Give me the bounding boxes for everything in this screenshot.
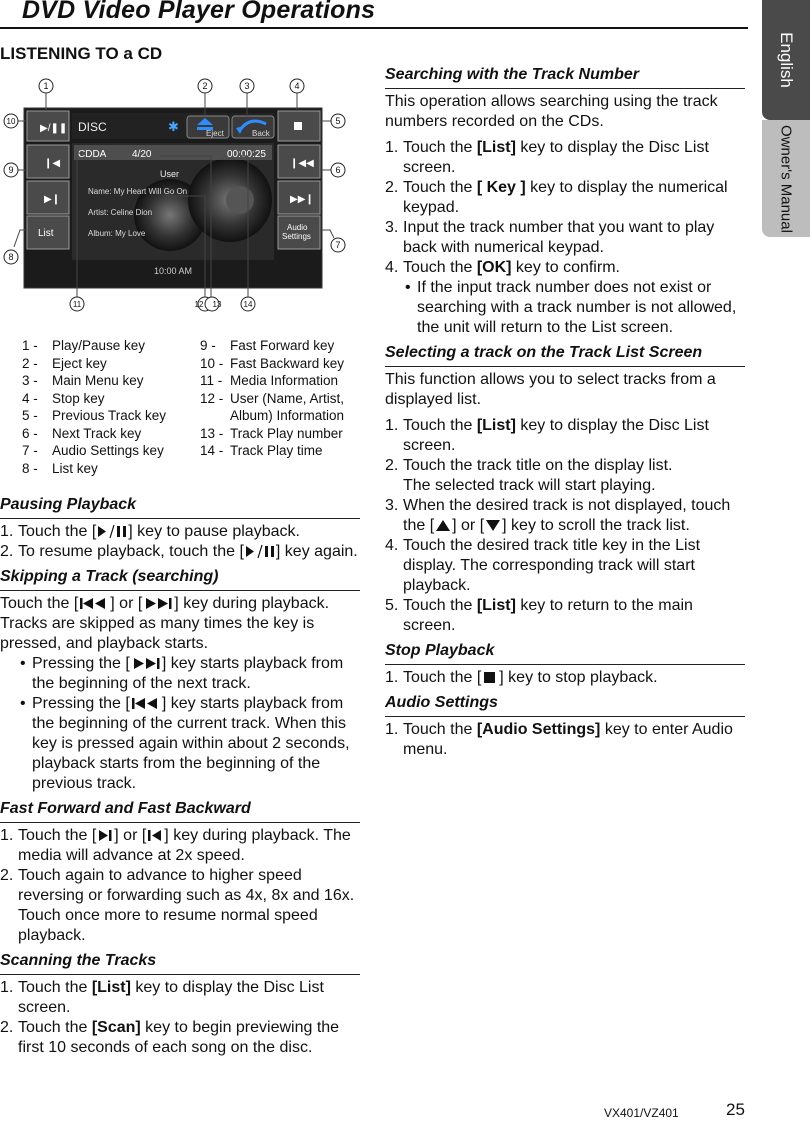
svg-text:Eject: Eject bbox=[206, 129, 224, 138]
searching-steps bbox=[385, 138, 745, 278]
previous-track-icon bbox=[130, 696, 162, 711]
cd-screen-diagram bbox=[0, 72, 365, 317]
selecting-steps bbox=[385, 416, 745, 636]
legend-row: 14 - Track Play time bbox=[200, 443, 323, 458]
track-time: 00:00:25 bbox=[227, 149, 266, 160]
callout-7: 7 bbox=[335, 240, 341, 250]
callout-8: 8 bbox=[8, 252, 14, 262]
right-column: Searching with the Track Number This operation allows searching using the track numbers recorded on the CDs. 1. Touch the [List] key to display the Disc List screen. 2. Touch the [ Key ] key to display the numerical keypad. 3. Input the track number that you want to play back with numerical keypad. 4. Touch the [OK] key to confirm. • If the input track number does not exist or searching with a track number is not allowed, the unit will return to the List screen. Selecting a track on the Track List Screen This function allows you to select tracks from a displayed list. 1. Touch the [List] key to display the Disc List screen. 2. Touch the track title on the display list. The selected track will start playing. 3. When the desired track is not displayed, touch the [ ] or [ ] key to scroll the track list. 4. Touch the desired track title key in the List display. The corresponding track will start playback. 5. Touch the [List] key to return to the main screen. Stop Playback 1. Touch the [ ] key to stop playback. Audio Settings 1. Touch the [Audio Settings] key to enter Audio menu. bbox=[385, 66, 745, 760]
tab-owners-manual[interactable]: Owner's Manual bbox=[762, 120, 810, 237]
legend-row: 7 - Audio Settings key bbox=[22, 443, 164, 458]
selecting-heading: Selecting a track on the Track List Screen bbox=[385, 344, 745, 367]
list-item: 1. Touch the [ ] key to pause playback. bbox=[0, 523, 300, 540]
list-item: 1. Touch the [ ] key to stop playback. bbox=[385, 669, 658, 686]
track-number: 4/20 bbox=[132, 149, 152, 160]
list-item: 4. Touch the [OK] key to confirm. bbox=[385, 259, 620, 276]
legend-row: 3 - Main Menu key bbox=[22, 373, 144, 388]
list-item: • If the input track number does not exist or searching with a track number is not allowed, the unit will return to the List screen. bbox=[405, 279, 737, 336]
legend-row: 9 - Fast Forward key bbox=[200, 338, 335, 353]
fast-backward-icon bbox=[146, 828, 164, 843]
pausing-heading: Pausing Playback bbox=[0, 496, 360, 519]
scanning-steps bbox=[0, 978, 360, 1058]
audio-heading: Audio Settings bbox=[385, 694, 745, 717]
audio-steps bbox=[385, 720, 745, 760]
callout-5: 5 bbox=[335, 116, 341, 126]
list-item: 4. Touch the desired track title key in the List display. The corresponding track will start playback. bbox=[385, 537, 701, 594]
legend-row: 1 - Play/Pause key bbox=[22, 338, 146, 353]
artist-line: Artist: Celine Dion bbox=[88, 208, 153, 217]
legend-row: 11 - Media Information bbox=[200, 373, 339, 388]
list-item: 2. Touch the track title on the display list. The selected track will start playing. bbox=[385, 457, 673, 494]
list-item: 1. Touch the [ ] or [ ] key during playback. The media will advance at 2x speed. bbox=[0, 827, 351, 864]
section-title: LISTENING TO a CD bbox=[0, 44, 163, 63]
list-item: 3. Input the track number that you want to play back with numerical keypad. bbox=[385, 219, 715, 256]
callout-6: 6 bbox=[335, 165, 341, 175]
skipping-heading: Skipping a Track (searching) bbox=[0, 568, 360, 591]
svg-text:Back: Back bbox=[252, 129, 270, 138]
svg-text:List: List bbox=[38, 228, 54, 239]
legend-row: 13 - Track Play number bbox=[200, 425, 343, 441]
tab-english[interactable]: English bbox=[762, 0, 810, 120]
left-column: Pausing Playback 1. Touch the [ ] key to pause playback. 2. To resume playback, touch the [ ] key again. Skipping a Track (searching) Touch the [ ] or [ ] key during playback. Tracks are skipped as many times the key is pressed, and playback starts. • Pressing the [ ] key starts playback from the beginning of the next track. • Pressing the [ ] key starts playback from the beginning of the current track. When this key is pressed again within about 2 seconds, playback starts from the beginning of the previous track. Fast Forward and Fast Backward 1. Touch the [ ] or [ ] key during playback. The media will advance at 2x speed. 2. Touch again to advance to higher speed reversing or forwarding such as 4x, 8x and 16x. Touch once more to resume normal speed playback. Scanning the Tracks 1. Touch the [List] key to display the Disc List screen. 2. Touch the [Scan] key to begin previewing the first 10 seconds of each song on the disc. bbox=[0, 496, 360, 1058]
legend-row: 10 - Fast Backward key bbox=[200, 355, 345, 371]
list-item: 1. Touch the [List] key to display the Disc List screen. bbox=[385, 139, 709, 176]
callout-2: 2 bbox=[202, 81, 208, 91]
svg-text:❙◀◀: ❙◀◀ bbox=[290, 158, 314, 169]
svg-text:▶▶❙: ▶▶❙ bbox=[290, 194, 314, 205]
legend-row: 12 - User (Name, Artist, bbox=[200, 390, 345, 406]
page-number: 25 bbox=[726, 1100, 745, 1119]
svg-text:Settings: Settings bbox=[282, 232, 311, 241]
list-item: 1. Touch the [List] key to display the Disc List screen. bbox=[385, 417, 709, 454]
scanning-heading: Scanning the Tracks bbox=[0, 952, 360, 975]
svg-text:▶/❚❚: ▶/❚❚ bbox=[40, 123, 68, 134]
list-item: 1. Touch the [List] key to display the Disc List screen. bbox=[0, 979, 324, 1016]
play-pause-icon bbox=[244, 544, 276, 559]
pausing-steps bbox=[0, 522, 360, 562]
searching-heading: Searching with the Track Number bbox=[385, 66, 745, 89]
list-item: 3. When the desired track is not displayed, touch the [ ] or [ ] key to scroll the track list. bbox=[385, 497, 731, 534]
callout-4: 4 bbox=[294, 81, 300, 91]
footer-model: VX401/VZ401 bbox=[604, 1106, 679, 1120]
user-label: User bbox=[160, 169, 180, 179]
callout-1: 1 bbox=[43, 81, 49, 91]
svg-text:Audio: Audio bbox=[287, 223, 308, 232]
previous-track-icon bbox=[78, 596, 110, 611]
list-item: 2. Touch the [Scan] key to begin previewing the first 10 seconds of each song on the disc. bbox=[0, 1019, 340, 1056]
svg-text:❙◀: ❙◀ bbox=[44, 158, 61, 169]
page-title: DVD Video Player Operations bbox=[22, 0, 376, 24]
svg-text:▶❙: ▶❙ bbox=[44, 194, 61, 205]
legend-row: 6 - Next Track key bbox=[22, 425, 142, 441]
list-item: • Pressing the [ ] key starts playback from the beginning of the next track. bbox=[20, 655, 344, 692]
ffwd-steps bbox=[0, 826, 360, 946]
callout-9: 9 bbox=[8, 165, 14, 175]
list-item: 1. Touch the [Audio Settings] key to enter Audio menu. bbox=[385, 721, 733, 758]
legend-row: Album) Information bbox=[230, 408, 345, 423]
stop-steps bbox=[385, 668, 745, 688]
title-rule bbox=[0, 27, 748, 29]
clock: 10:00 AM bbox=[154, 266, 193, 276]
stop-icon bbox=[481, 670, 499, 685]
callout-13: 13 bbox=[212, 300, 222, 309]
list-item: 2. Touch again to advance to higher speed reversing or forwarding such as 4x, 8x and 16x. Touch once more to resume normal speed playback. bbox=[0, 867, 355, 944]
legend-row: 8 - List key bbox=[22, 460, 98, 476]
up-arrow-icon bbox=[434, 518, 452, 533]
album-line: Album: My Love bbox=[88, 229, 146, 238]
callout-11: 11 bbox=[72, 300, 82, 309]
stop-heading: Stop Playback bbox=[385, 642, 745, 665]
legend-row: 2 - Eject key bbox=[22, 355, 107, 371]
ffwd-heading: Fast Forward and Fast Backward bbox=[0, 800, 360, 823]
down-arrow-icon bbox=[484, 518, 502, 533]
callout-14: 14 bbox=[243, 300, 253, 309]
callout-10: 10 bbox=[6, 117, 16, 126]
legend-row: 4 - Stop key bbox=[22, 390, 105, 406]
play-pause-icon bbox=[96, 524, 128, 539]
callout-3: 3 bbox=[244, 81, 250, 91]
next-track-icon bbox=[142, 596, 174, 611]
list-item: 2. Touch the [ Key ] key to display the numerical keypad. bbox=[385, 179, 728, 216]
legend-row: 5 - Previous Track key bbox=[22, 408, 167, 423]
list-item: 5. Touch the [List] key to return to the main screen. bbox=[385, 597, 693, 634]
bluetooth-icon: ✱ bbox=[168, 119, 179, 134]
source-label: CDDA bbox=[78, 149, 107, 160]
callout-12: 12 bbox=[194, 300, 204, 309]
fast-forward-icon bbox=[96, 828, 114, 843]
list-item: 2. To resume playback, touch the [ ] key again. bbox=[0, 543, 358, 560]
next-track-icon bbox=[130, 656, 162, 671]
list-item: • Pressing the [ ] key starts playback from the beginning of the current track. When this key is pressed again within about 2 seconds, playback starts from the beginning of the previous track. bbox=[20, 695, 350, 792]
name-line: Name: My Heart Will Go On bbox=[88, 187, 188, 196]
disc-label: DISC bbox=[78, 120, 107, 134]
